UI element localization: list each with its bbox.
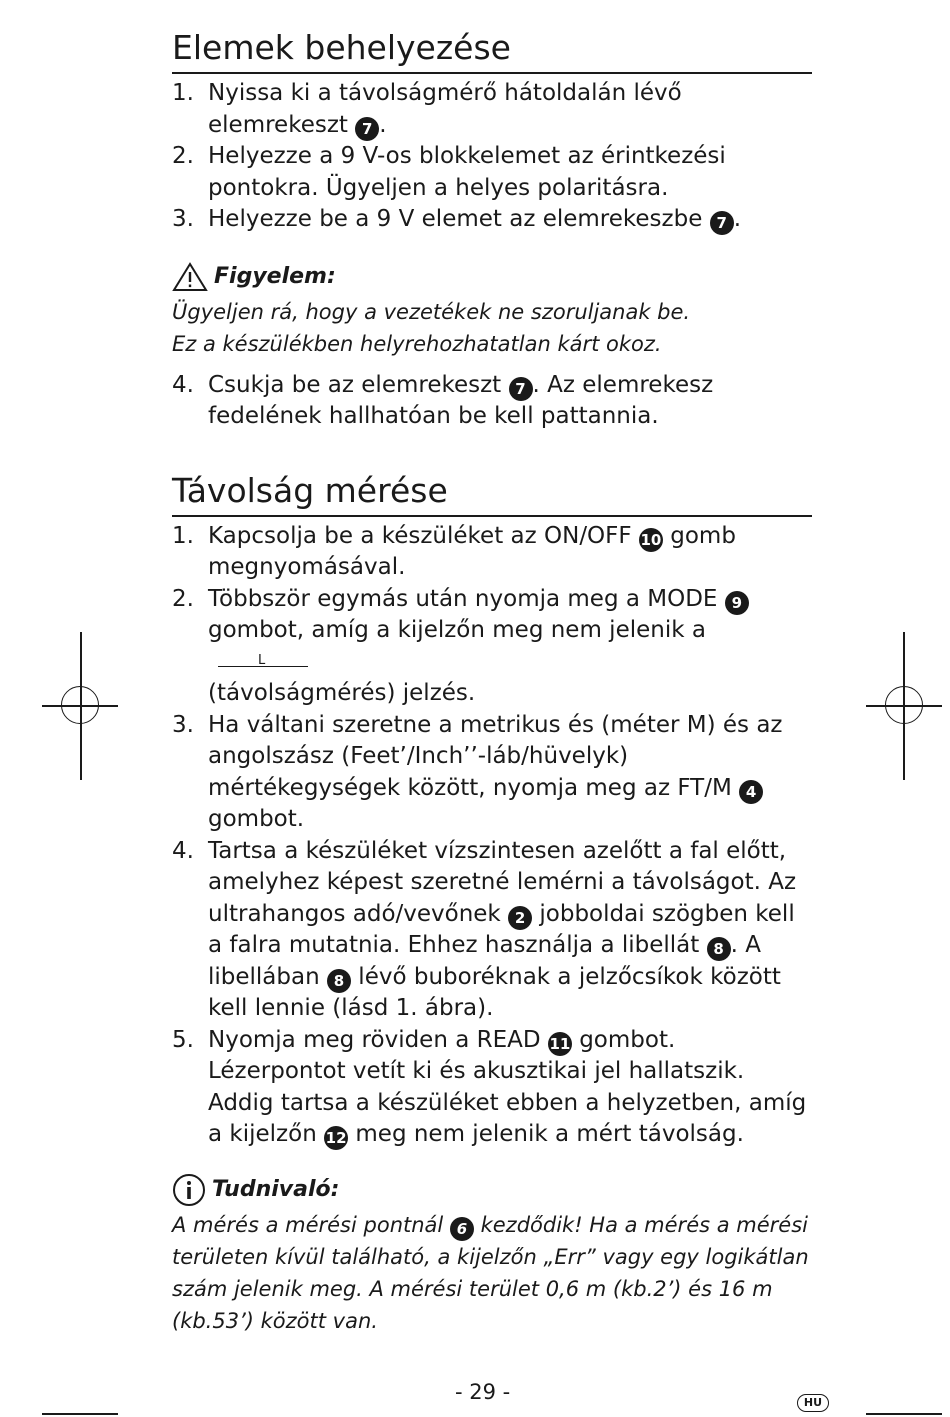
warning-line: Ügyeljen rá, hogy a vezetékek ne szoruljanak be. [172, 299, 691, 324]
crop-mark [866, 1413, 942, 1415]
list-item [172, 78, 812, 141]
callout-number-badge: 7 [355, 117, 379, 141]
text-run: Nyissa ki a távolságmérő hátoldalán lévő elemrekeszt [208, 80, 682, 138]
text-run: gombot. [208, 806, 305, 832]
distance-steps [172, 521, 812, 1151]
list-item-number: 3. [172, 711, 194, 738]
list-item [172, 141, 812, 204]
text-run: meg nem jelenik a mért távolság. [348, 1121, 744, 1147]
crop-mark [885, 686, 923, 724]
warning-heading [172, 258, 812, 296]
list-item-number: 5. [172, 1026, 194, 1053]
warning-line: Ez a készülékben helyrehozhatatlan kárt okoz. [172, 331, 662, 356]
page-content [172, 28, 812, 1337]
text-run: Kapcsolja be a készüléket az ON/OFF [208, 522, 639, 549]
callout-number-badge: 8 [327, 969, 351, 993]
text-run: . Az elemrekesz fedelének hallhatóan be kell pattannia. [208, 371, 714, 429]
language-badge: HU [797, 1394, 829, 1412]
section-title-battery: Elemek behelyezése [172, 28, 812, 74]
list-item-number: 4. [172, 371, 194, 398]
info-text [172, 1209, 812, 1337]
list-item [172, 370, 812, 433]
text-run: gombot. Lézerpontot vetít ki és akusztikai jel hallatszik. Addig tartsa a készüléket ebben a helyzetben, amíg a kijelzőn [208, 1026, 807, 1147]
text-run: Ha váltani szeretne a metrikus és (méter M) és az angolszász (Feet’/Inch’’-láb/hüvelyk) mértékegységek között, nyomja meg az FT/M [208, 711, 783, 801]
list-item [172, 204, 812, 236]
list-item-number: 3. [172, 206, 194, 232]
list-item [172, 836, 812, 1025]
callout-number-badge: 6 [450, 1217, 474, 1241]
warning-label: Figyelem: [214, 264, 336, 289]
info-heading [172, 1171, 812, 1209]
text-run: Helyezze be a 9 V elemet az elemrekeszbe [208, 206, 710, 232]
warning-triangle-icon [172, 262, 208, 292]
warning-text [172, 296, 812, 360]
list-item-number: 1. [172, 522, 194, 549]
crop-mark [42, 1413, 118, 1415]
text-run: . [379, 111, 387, 138]
callout-number-badge: 12 [324, 1126, 348, 1150]
text-run: Többször egymás után nyomja meg a MODE [208, 585, 725, 612]
battery-steps-continued [172, 370, 812, 433]
distance-mode-symbol [218, 653, 308, 673]
info-icon [172, 1173, 206, 1207]
text-run: Helyezze a 9 V-os blokkelemet az érintkezési pontokra. Ügyeljen a helyes polaritásra. [208, 143, 726, 201]
callout-number-badge: 7 [710, 211, 734, 235]
distance-mode-symbol-label: L [258, 652, 266, 668]
list-item-number: 2. [172, 585, 194, 612]
text-run: (távolságmérés) jelzés. [208, 680, 476, 706]
text-run: gombot, amíg a kijelzőn meg nem jelenik a [208, 617, 706, 643]
callout-number-badge: 11 [548, 1032, 572, 1056]
list-item [172, 710, 812, 836]
page-number: - 29 - [455, 1380, 511, 1404]
crop-mark [61, 686, 99, 724]
text-run: jobboldai szögben kell a falra mutatnia. Ehhez használja a libellát [208, 900, 795, 958]
text-run: A mérés a mérési pontnál [172, 1212, 450, 1237]
battery-steps [172, 78, 812, 236]
callout-number-badge: 4 [739, 780, 763, 804]
list-item-number: 4. [172, 837, 194, 864]
list-item-number: 2. [172, 143, 194, 169]
callout-number-badge: 10 [639, 528, 663, 552]
callout-number-badge: 2 [508, 906, 532, 930]
callout-number-badge: 7 [509, 377, 533, 401]
list-item [172, 521, 812, 584]
text-run: . [733, 206, 741, 232]
callout-number-badge: 8 [707, 937, 731, 961]
info-label: Tudnivaló: [212, 1177, 340, 1202]
text-run: Tartsa a készüléket vízszintesen azelőtt a fal előtt, amelyhez képest szeretné lemérni a távolságot. Az ultrahangos adó/vevőnek [208, 837, 797, 927]
text-run: Csukja be az elemrekeszt [208, 371, 509, 398]
text-run: gomb megnyomásával. [208, 522, 736, 580]
list-item [172, 584, 812, 710]
text-run: kezdődik! Ha a mérés a mérési területen kívül található, a kijelzőn „Err” vagy egy logikátlan szám jelenik meg. A mérési terület 0,6 m (kb.2’) és 16 m (kb.53’) között van. [172, 1212, 809, 1333]
text-run: Nyomja meg röviden a READ [208, 1026, 548, 1053]
text-run: lévő buboréknak a jelzőcsíkok között kell lennie (lásd 1. ábra). [208, 963, 781, 1021]
text-run: . A libellában [208, 932, 761, 990]
list-item [172, 1025, 812, 1151]
list-item-number: 1. [172, 80, 194, 106]
callout-number-badge: 9 [725, 591, 749, 615]
section-title-distance: Távolság mérése [172, 471, 812, 517]
